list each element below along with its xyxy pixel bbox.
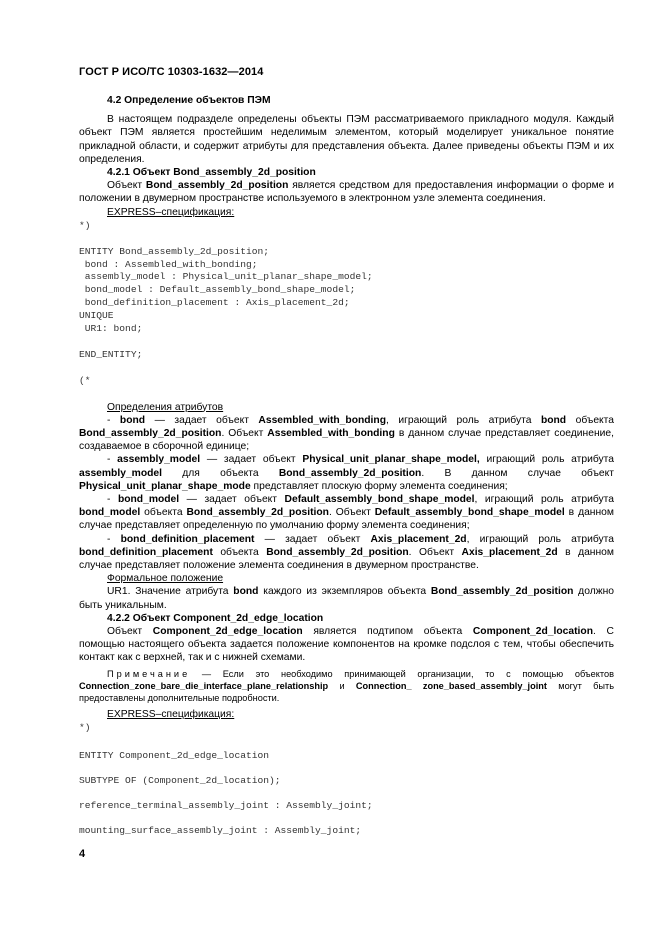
- code-line: bond_definition_placement : Axis_placement_2d;: [79, 297, 350, 309]
- code-line: bond : Assembled_with_bonding;: [79, 258, 258, 270]
- intro-paragraph: В настоящем подразделе определены объекты ПЭМ рассматриваемого прикладного модуля. Каждый объект ПЭМ является простейшим неделимым элементом, который моделирует уникальное понятие прикладной области, и содержит атрибуты для представления объекта. Далее приведены объекты ПЭМ и их определения.: [79, 114, 614, 165]
- attr-bond-model: - bond_model — задает объект Default_assembly_bond_shape_model, играющий роль атрибута bond_model объекта Bond_assembly_2d_position. Объект Default_assembly_bond_shape_model в данном случае представляет определенную по умолчанию форму элемента соединения;: [79, 493, 614, 532]
- code-line: bond_model : Default_assembly_bond_shape_model;: [79, 284, 356, 296]
- subsection-title-4-2-1: 4.2.1 Объект Bond_assembly_2d_position: [107, 167, 316, 179]
- code-line: UNIQUE: [79, 310, 114, 322]
- formal-proposition-label: Формальное положение: [107, 573, 224, 585]
- code-line: reference_terminal_assembly_joint : Assembly_joint;: [79, 800, 373, 812]
- code-line: assembly_model : Physical_unit_planar_shape_model;: [79, 271, 373, 283]
- bond-assembly-description: Объект Bond_assembly_2d_position является средством для предоставления информации о форме и положении в двумерном пространстве используемого в электронном узле элемента соединения.: [79, 180, 614, 205]
- page-number: 4: [79, 848, 86, 860]
- attr-assembly-model: - assembly_model — задает объект Physical_unit_planar_shape_model, играющий роль атрибута assembly_model для объекта Bond_assembly_2d_position. В данном случае объект Physical_unit_planar_shape_mode представляет плоскую форму элемента соединения;: [79, 454, 614, 492]
- note-label: Примечание: [107, 668, 191, 679]
- code-line: UR1: bond;: [79, 323, 143, 335]
- note-paragraph: Примечание — Если это необходимо принимающей организации, то с помощью объектов Connection_zone_bare_die_interface_plane_relationship и Connection_ zone_based_assembly_joint могут быть предоставлены дополнительные подробности.: [79, 668, 614, 704]
- code-line: END_ENTITY;: [79, 348, 143, 360]
- code-line: *): [79, 722, 91, 734]
- code-line: SUBTYPE OF (Component_2d_location);: [79, 775, 281, 787]
- code-line: ENTITY Component_2d_edge_location: [79, 750, 269, 762]
- document-header: ГОСТ Р ИСО/ТС 10303-1632—2014: [79, 66, 264, 78]
- code-line: *): [79, 219, 91, 231]
- formal-proposition-ur1: UR1. Значение атрибута bond каждого из экземпляров объекта Bond_assembly_2d_position должно быть уникальным.: [79, 586, 614, 611]
- express-code-block-2: [79, 722, 614, 838]
- attr-bond: - bond — задает объект Assembled_with_bonding, играющий роль атрибута bond объекта Bond_assembly_2d_position. Объект Assembled_with_bonding в данном случае представляет соединение, создаваемое в сборочной единице;: [79, 414, 614, 453]
- code-line: (*: [79, 374, 91, 386]
- page-content: [79, 94, 614, 838]
- code-line: ENTITY Bond_assembly_2d_position;: [79, 245, 269, 257]
- code-line: mounting_surface_assembly_joint : Assembly_joint;: [79, 825, 362, 837]
- attr-bond-definition-placement: - bond_definition_placement — задает объект Axis_placement_2d, играющий роль атрибута bond_definition_placement объекта Bond_assembly_2d_position. Объект Axis_placement_2d в данном случае представляет положение элемента соединения в двумерном пространстве.: [79, 533, 615, 571]
- express-spec-label-1: EXPRESS–спецификация:: [107, 206, 235, 218]
- section-title: 4.2 Определение объектов ПЭМ: [107, 95, 271, 106]
- express-code-block-1: [79, 220, 614, 388]
- attribute-definitions-label: Определения атрибутов: [107, 401, 224, 413]
- subsection-title-4-2-2: 4.2.2 Объект Component_2d_edge_location: [107, 612, 324, 624]
- express-spec-label-2: EXPRESS–спецификация:: [107, 709, 235, 721]
- component-edge-location-description: Объект Component_2d_edge_location является подтипом объекта Component_2d_location. С помощью настоящего объекта задается положение компонентов на кромке подслоя с тем, чтобы обеспечить контакт как с верхней, так и с нижней схемами.: [79, 626, 614, 664]
